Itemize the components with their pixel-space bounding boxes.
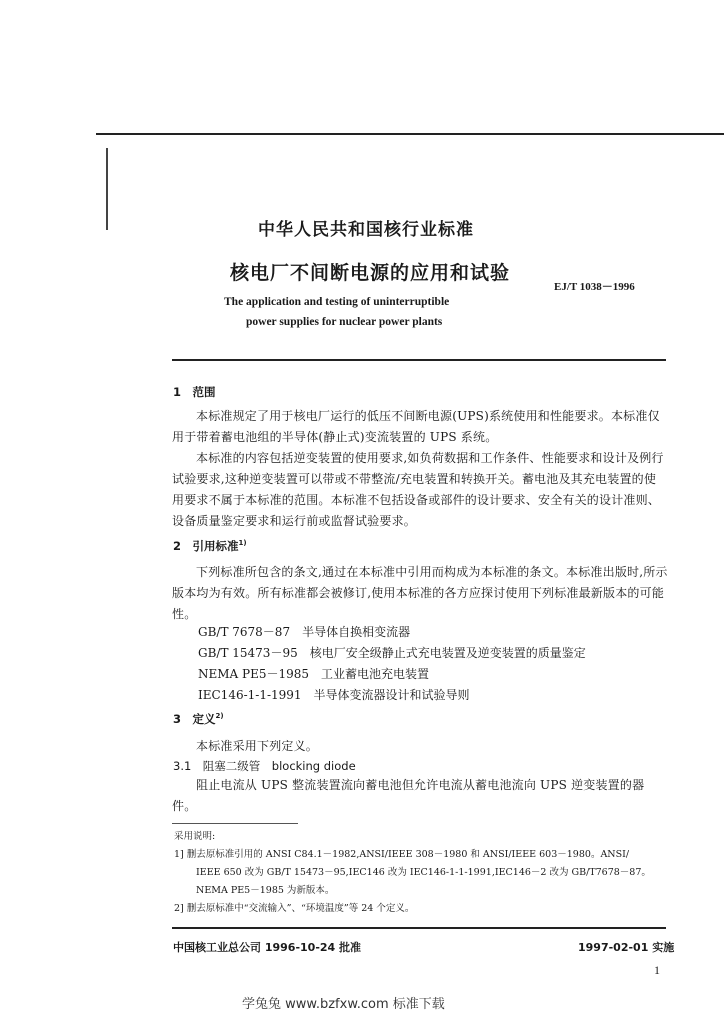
footer-rule — [172, 927, 666, 929]
section-3-footnote-ref: 2) — [215, 712, 224, 721]
reference-item: GB/T 7678－87 半导体自换相变流器 — [198, 625, 411, 639]
standard-title-en-line1: The application and testing of uninterruptible — [224, 296, 450, 308]
section-2-footnote-ref: 1) — [238, 539, 247, 548]
section-1-body — [172, 406, 668, 532]
section-2-paragraph-1: 下列标准所包含的条文,通过在本标准中引用而构成为本标准的条文。本标准出版时,所示版本均为有效。所有标准都会被修订,使用本标准的各方应探讨使用下列标准最新版本的可能性。 — [172, 565, 668, 621]
notes-title: 采用说明: — [174, 831, 216, 842]
section-1-paragraph-1: 本标准规定了用于核电厂运行的低压不间断电源(UPS)系统使用和性能要求。本标准仅用于带着蓄电池组的半导体(静止式)变流装置的 UPS 系统。 — [172, 409, 660, 444]
note-2: 2] 删去原标准中“交流输入”、“环境温度”等 24 个定义。 — [174, 903, 415, 914]
reference-item: IEC146-1-1-1991 半导体变流器设计和试验导则 — [198, 688, 470, 702]
section-3-1-body — [172, 775, 668, 817]
effective-date: 1997-02-01 实施 — [578, 941, 675, 954]
section-3-paragraph-1: 本标准采用下列定义。 — [196, 739, 319, 753]
reference-list — [198, 622, 668, 706]
section-2-heading — [173, 538, 247, 554]
standard-title-en-line2: power supplies for nuclear power plants — [246, 316, 443, 328]
section-1-paragraph-2: 本标准的内容包括逆变装置的使用要求,如负荷数据和工作条件、性能要求和设计及例行试验要求,这种逆变装置可以带或不带整流/充电装置和转换开关。蓄电池及其充电装置的使用要求不属于本标准的范围。本标准不包括设备或部件的设计要求、安全有关的设计准则、设备质量鉴定要求和运行前或监督试验要求。 — [172, 451, 664, 528]
standard-code: EJ/T 1038－1996 — [554, 281, 635, 293]
section-3-1-heading: 3.1 阻塞二级管 blocking diode — [173, 759, 356, 773]
note-1-line-3: NEMA PE5－1985 为新版本。 — [196, 885, 335, 896]
footnote-rule — [172, 823, 298, 824]
section-1-heading: 1 范围 — [173, 385, 216, 399]
section-2-body — [172, 562, 668, 625]
section-3-heading-text: 3 定义 — [173, 712, 216, 726]
reference-item: NEMA PE5－1985 工业蓄电池充电装置 — [198, 667, 430, 681]
header-rule — [172, 359, 666, 361]
page-number: 1 — [654, 963, 660, 977]
note-1-line-2: IEEE 650 改为 GB/T 15473－95,IEC146 改为 IEC146-1-1-1991,IEC146－2 改为 GB/T7678－87。 — [196, 867, 651, 878]
notes-block — [174, 828, 674, 918]
reference-item: GB/T 15473－95 核电厂安全级静止式充电装置及逆变装置的质量鉴定 — [198, 646, 586, 660]
section-3-1-paragraph: 阻止电流从 UPS 整流装置流向蓄电池但允许电流从蓄电池流向 UPS 逆变装置的器件。 — [172, 778, 645, 813]
standard-title-cn: 核电厂不间断电源的应用和试验 — [230, 262, 511, 284]
section-3-heading — [173, 711, 224, 727]
section-2-heading-text: 2 引用标准 — [173, 539, 239, 553]
left-margin-bar — [106, 148, 108, 230]
note-1-line-1: 1] 删去原标准引用的 ANSI C84.1－1982,ANSI/IEEE 308－1980 和 ANSI/IEEE 603－1980。ANSI/ — [174, 849, 630, 860]
org-title: 中华人民共和国核行业标准 — [258, 220, 474, 240]
watermark-text: 学兔兔 www.bzfxw.com 标准下载 — [242, 997, 445, 1012]
approval-date: 中国核工业总公司 1996-10-24 批准 — [173, 941, 362, 954]
top-rule — [96, 133, 724, 135]
